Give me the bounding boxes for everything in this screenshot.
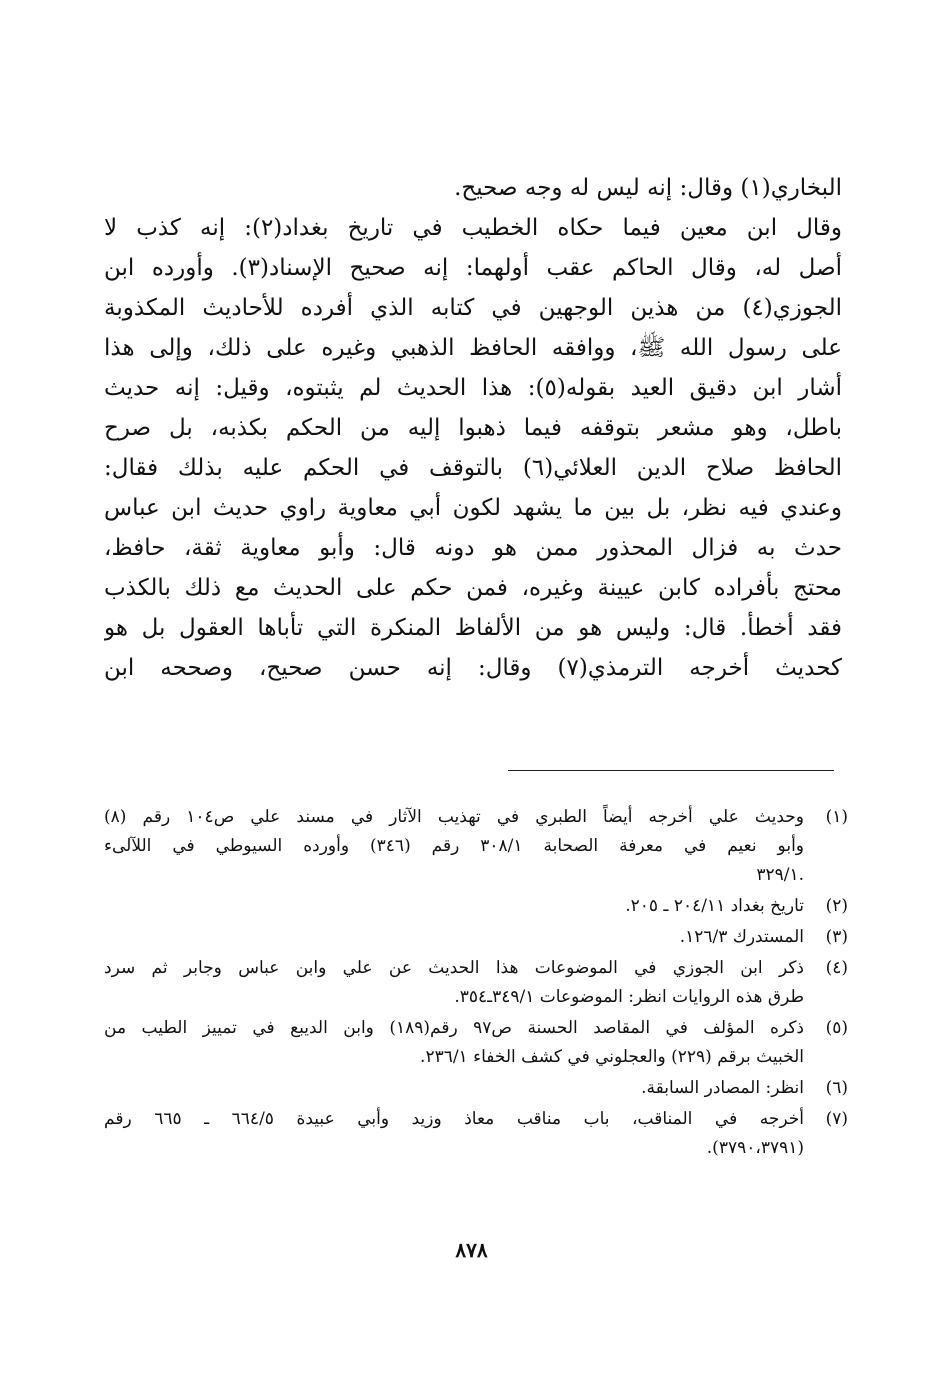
- main-text-body: [104, 168, 842, 688]
- footnote-2: [104, 892, 848, 921]
- footnote-text: [104, 1074, 804, 1103]
- main-text-line: على رسول الله ﷺ، ووافقه الحافظ الذهبي وغيره على ذلك، وإلى هذا: [104, 335, 842, 361]
- footnotes: [104, 803, 848, 1165]
- main-text-line: حدث به فزال المحذور ممن هو دونه قال: وأبو معاوية ثقة، حافظ،: [104, 535, 842, 561]
- main-text-line: فقد أخطأ. قال: وليس هو من الألفاظ المنكرة التي تأباها العقول بل هو: [104, 615, 842, 641]
- footnote-4: [104, 954, 848, 1012]
- footnote-text: [104, 803, 804, 890]
- footnote-3: [104, 923, 848, 952]
- footnote-text: [104, 892, 804, 921]
- footnote-line: (٣٧٩٠،٣٧٩١).: [706, 1138, 804, 1158]
- footnote-number: (٦): [825, 1078, 848, 1098]
- footnote-line: طرق هذه الروايات انظر: الموضوعات ٣٤٩/١ـ٣٥٤.: [454, 987, 804, 1007]
- footnote-number: (٢): [825, 896, 848, 916]
- footnote-line: وأبو نعيم في معرفة الصحابة ٣٠٨/١ رقم (٣٤٦) وأورده السيوطي في اللآلىء: [104, 836, 804, 856]
- footnote-line: انظر: المصادر السابقة.: [641, 1078, 804, 1098]
- footnote-number: (٧): [825, 1109, 848, 1129]
- page-number: ٨٧٨: [455, 1238, 488, 1262]
- footnote-number: (٣): [825, 927, 848, 947]
- main-text-line: محتج بأفراده كابن عيينة وغيره، فمن حكم على الحديث مع ذلك بالكذب: [104, 575, 842, 601]
- main-text-line: وقال ابن معين فيما حكاه الخطيب في تاريخ بغداد(٢): إنه كذب لا: [104, 215, 842, 241]
- main-text-line: الجوزي(٤) من هذين الوجهين في كتابه الذي أفرده للأحاديث المكذوبة: [104, 295, 842, 321]
- main-text-line: باطل، وهو مشعر بتوقفه فيما ذهبوا إليه من الحكم بكذبه، بل صرح: [104, 415, 842, 441]
- main-text-line: البخاري(١) وقال: إنه ليس له وجه صحيح.: [454, 175, 842, 201]
- footnote-line: وحديث علي أخرجه أيضاً الطبري في تهذيب الآثار في مسند علي ص١٠٤ رقم (٨): [104, 807, 804, 827]
- main-text-line: أشار ابن دقيق العيد بقوله(٥): هذا الحديث لم يثبتوه، وقيل: إنه حديث: [104, 375, 842, 401]
- footnote-line: ذكر ابن الجوزي في الموضوعات هذا الحديث عن علي وابن عباس وجابر ثم سرد: [104, 958, 804, 978]
- footnote-text: [104, 954, 804, 1012]
- footnote-divider: [508, 770, 834, 771]
- footnote-6: [104, 1074, 848, 1103]
- footnote-number: (٥): [825, 1018, 848, 1038]
- main-text-line: الحافظ صلاح الدين العلائي(٦) بالتوقف في الحكم عليه بذلك فقال:: [104, 455, 842, 481]
- footnote-5: [104, 1014, 848, 1072]
- footnote-1: [104, 803, 848, 890]
- footnote-number: (١): [825, 807, 848, 827]
- footnote-line: الخبيث برقم (٢٢٩) والعجلوني في كشف الخفاء ٢٣٦/١.: [420, 1047, 804, 1067]
- footnote-text: [104, 1014, 804, 1072]
- main-text-line: أصل له، وقال الحاكم عقب أولهما: إنه صحيح الإسناد(٣). وأورده ابن: [104, 255, 842, 281]
- footnote-7: [104, 1105, 848, 1163]
- footnote-text: [104, 1105, 804, 1163]
- footnote-line: تاريخ بغداد ٢٠٤/١١ ـ ٢٠٥.: [625, 896, 804, 916]
- footnote-number: (٤): [825, 958, 848, 978]
- main-text-line: وعندي فيه نظر، بل بين ما يشهد لكون أبي معاوية راوي حديث ابن عباس: [104, 495, 842, 521]
- footnote-line: ذكره المؤلف في المقاصد الحسنة ص٩٧ رقم(١٨٩) وابن الديبع في تمييز الطيب من: [104, 1018, 804, 1038]
- footnote-line: المستدرك ١٢٦/٣.: [679, 927, 804, 947]
- main-text-line: كحديث أخرجه الترمذي(٧) وقال: إنه حسن صحيح، وصححه ابن: [104, 655, 842, 681]
- footnote-text: [104, 923, 804, 952]
- footnote-line: .٣٢٩/١: [756, 865, 804, 885]
- footnote-line: أخرجه في المناقب، باب مناقب معاذ وزيد وأبي عبيدة ٦٦٤/٥ ـ ٦٦٥ رقم: [104, 1109, 804, 1129]
